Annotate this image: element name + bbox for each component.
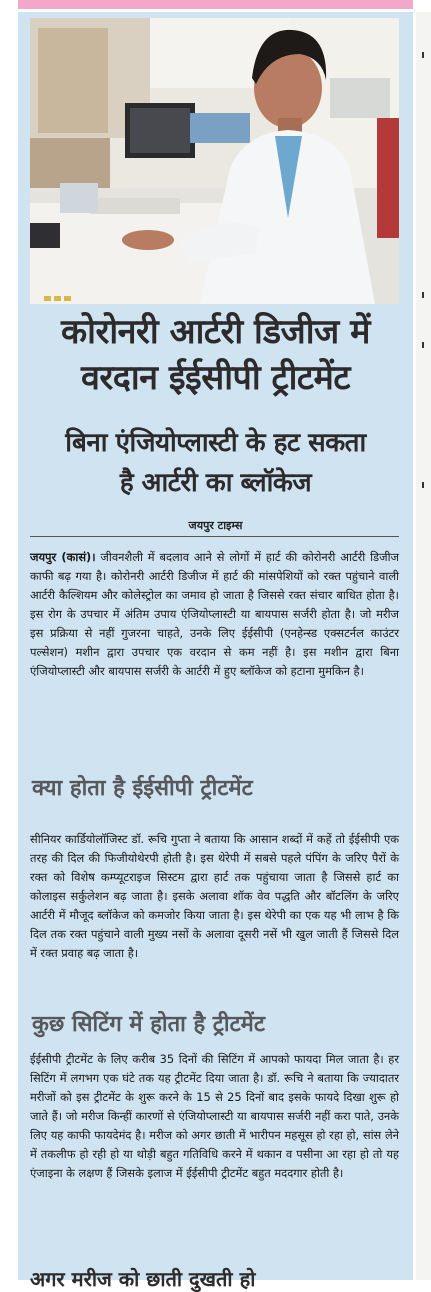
edge-mark <box>422 342 424 348</box>
headline-line-1: कोरोनरी आर्टरी डिजीज में <box>61 312 370 352</box>
doctor-photo <box>30 18 399 304</box>
doctor-photo-illustration <box>30 18 399 304</box>
adjacent-column-edge <box>416 12 431 1280</box>
page-header-bar <box>18 0 413 9</box>
intro-text: जीवनशैली में बदलाव आने से लोगों में हार्ट की कोरोनरी आर्टरी डिजीज काफी बढ़ गया है। कोरोनरी आर्टरी डिजीज में हार्ट की मांसपेशियों को रक्त पहुंचाने वाली आर्टरी कैल्शियम और कोलेस्ट्रोल का जमाव हो जाता है जिससे रक्त संचार बाधित होता है। इस रोग के उपचार में अंतिम उपाय एंजियोप्लास्टी या बायपास सर्जरी होता है। जो मरीज इस प्रक्रिया से नहीं गुजरना चाहते, उनके लिए ईईसीपी (एनहेन्स्ड एक्सटर्नल काउंटर पल्सेशन) मशीन द्वारा उपचार एक वरदान से कम नहीं है। इस मशीन द्वारा बिना एंजियोप्लास्टी और बायपास सर्जरी के आर्टरी में हुए ब्लॉकेज को हटाना मुमकिन है। <box>30 550 400 678</box>
subheadline-line-2: है आर्टरी का ब्लॉकेज <box>119 468 312 498</box>
top-strip <box>0 0 431 12</box>
section-heading-1: क्या होता है ईईसीपी ट्रीटमेंट <box>32 776 253 801</box>
intro-paragraph <box>30 548 399 681</box>
next-heading-cutoff: अगर मरीज को छाती दुखती हो <box>30 1267 256 1291</box>
byline: जयपुर टाइम्स <box>188 519 243 532</box>
subheadline-line-1: बिना एंजियोप्लास्टी के हट सकता <box>65 428 366 458</box>
edge-mark <box>422 292 424 298</box>
dateline: जयपुर (कासं)। <box>30 550 96 564</box>
byline-divider <box>30 536 399 537</box>
section-2-paragraph: ईईसीपी ट्रीटमेंट के लिए करीब 35 दिनों की सिटिंग में आपको फायदा मिल जाता है। हर सिटिंग में लगभग एक घंटे तक यह ट्रीटमेंट दिया जाता है। डॉ. रूचि ने बताया कि ज्यादातर मरीजों को इस ट्रीटमेंट के शुरू करने के 15 से 25 दिनों बाद इसके फायदे दिखा शुरू हो जाते हैं। जो मरीज किन्हीं कारणों से एंजियोप्लास्टी या बायपास सर्जरी नहीं करा पाते, उनके लिए यह काफी फायदेमंद है। मरीज को अगर छाती में भारीपन महसूस हो रहा हो, सांस लेने में तकलीफ हो रही हो या थोड़ी बहुत गतिविधि करने में थकान व पसीना आ रहा हो तो यह एंजाइना के लक्षण हैं जिसके इलाज में ईईसीपी ट्रीटमेंट बहुत मददगार होती है। <box>30 1052 399 1180</box>
headline-line-2: वरदान ईईसीपी ट्रीटमेंट <box>80 358 351 398</box>
edge-mark <box>422 482 424 488</box>
section-1-paragraph: सीनियर कार्डियोलॉजिस्ट डॉ. रूचि गुप्ता ने बताया कि आसान शब्दों में कहें तो ईईसीपी एक तरह की दिल की फिजीयोथेरपी होती है। इस थेरेपी में सबसे पहले पंपिंग के जरिए पैरों के रक्त को विशेष कम्प्यूटराइज सिस्टम द्वारा हार्ट तक पहुंचाया जाता है जिससे हार्ट का कोलाइस सर्कुलेशन बढ़ जाता है। इसके अलावा शॉक वेव पद्धति और बॉटलिंग के जरिए आर्टरी में मौजूद ब्लॉकेज को कमजोर किया जाता है। इस थेरेपी का एक यह भी लाभ है कि दिल तक रक्त पहुंचाने वाली मुख्य नसों के अलावा दूसरी नसें भी खुल जाती हैं जिससे दिल में रक्त प्रवाह बढ़ जाता है। <box>30 832 399 960</box>
section-heading-2: कुछ सिटिंग में होता है ट्रीटमेंट <box>32 1012 265 1037</box>
edge-mark <box>422 52 424 58</box>
